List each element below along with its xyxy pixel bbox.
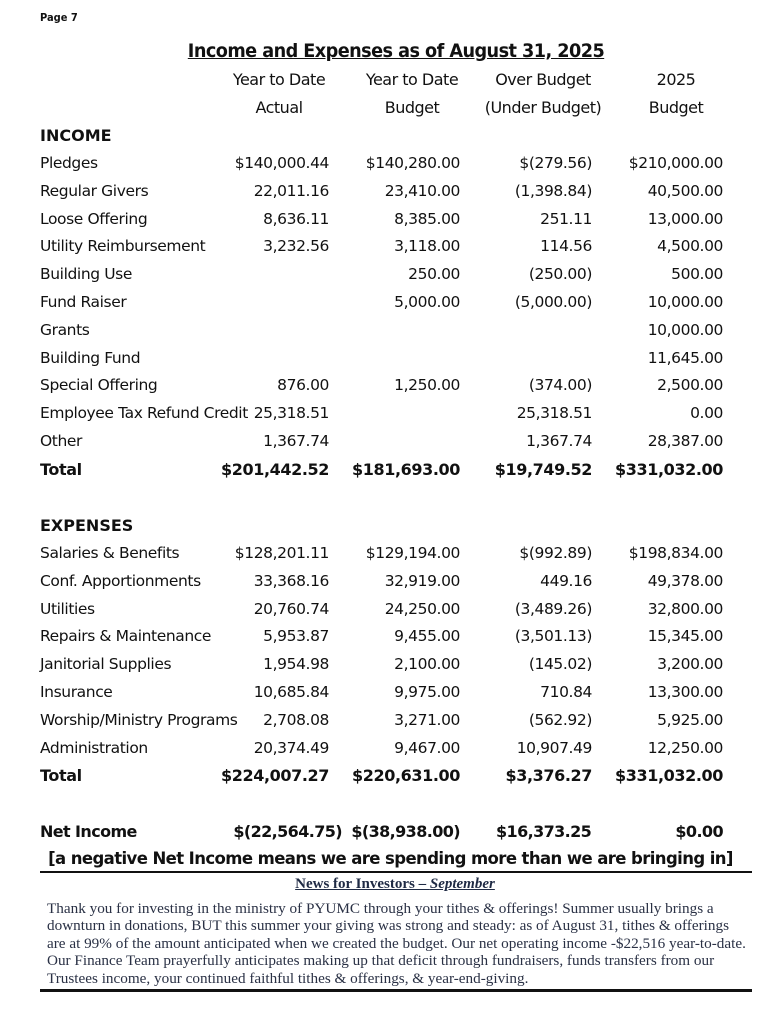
row-label: Grants [40,320,90,339]
col-header-2025-budget-line1: 2025 [656,70,696,89]
table-row [0,321,781,349]
ytd-budget: 32,919.00 [384,571,460,590]
ytd-actual: 22,011.16 [253,181,329,200]
row-label: Pledges [40,154,98,172]
ytd-actual: 2,708.08 [263,710,329,729]
over-under-budget: $19,749.52 [494,459,592,479]
over-under-budget: (3,489.26) [514,599,592,618]
table-row [0,265,781,293]
row-label: Building Use [40,265,132,284]
over-under-budget: 25,318.51 [516,404,592,423]
col-header-ytd-budget-line1: Year to Date [365,70,459,89]
budget-2025: 5,925.00 [657,710,723,729]
ytd-budget: 9,467.00 [394,738,460,757]
ytd-actual: $224,007.27 [221,766,329,786]
row-label: Worship/Ministry Programs [40,710,238,729]
divider [40,871,752,873]
row-label: Fund Raiser [40,293,127,311]
over-under-budget: $(992.89) [519,544,592,562]
report-title: Income and Expenses as of August 31, 2025 [187,40,605,62]
budget-2025: 11,645.00 [647,348,723,367]
over-under-budget: 10,907.49 [516,738,592,757]
ytd-actual: 8,636.11 [263,209,329,228]
col-header-ytd-budget-line2: Budget [384,98,440,117]
news-title [0,876,781,893]
ytd-actual: 1,367.74 [263,432,329,450]
over-under-budget: $(279.56) [519,154,592,172]
over-under-budget: $3,376.27 [505,766,592,786]
ytd-budget: 23,410.00 [384,181,460,200]
table-row [0,404,781,432]
ytd-budget: 8,385.00 [394,209,460,228]
table-row [0,655,781,683]
ytd-actual: 25,318.51 [253,404,329,423]
col-header-over-budget-line1: Over Budget [495,70,591,89]
col-header-over-budget-line2: (Under Budget) [484,98,602,117]
over-under-budget: (562.92) [528,710,592,729]
budget-2025: 4,500.00 [657,237,723,256]
budget-2025: 13,300.00 [647,683,723,701]
ytd-budget: 9,975.00 [394,683,460,701]
over-under-budget: (145.02) [528,655,592,674]
over-under-budget: 449.16 [540,571,592,590]
row-label: Insurance [40,683,113,701]
budget-2025: 3,200.00 [657,655,723,674]
ytd-budget: 1,250.00 [394,376,460,395]
table-row [0,683,781,711]
budget-2025: 2,500.00 [657,376,723,395]
row-label: Employee Tax Refund Credit [40,404,248,423]
over-under-budget: (250.00) [528,265,592,284]
ytd-actual: 5,953.87 [263,627,329,646]
ytd-actual: 33,368.16 [253,571,329,590]
expenses-total-row [0,766,781,794]
row-label: Repairs & Maintenance [40,627,212,646]
row-label: Salaries & Benefits [40,544,180,562]
ytd-actual: 876.00 [277,376,329,395]
ytd-budget: 3,118.00 [394,237,460,256]
over-under-budget: (1,398.84) [514,181,592,200]
budget-2025: 49,378.00 [647,571,723,590]
budget-2025: 13,000.00 [647,209,723,228]
table-row [0,600,781,628]
budget-2025: 10,000.00 [647,320,723,339]
net-income-row [0,822,781,846]
ytd-budget: 9,455.00 [394,627,460,646]
net-income-actual: $(22,564.75) [233,822,342,841]
ytd-budget: $140,280.00 [365,154,460,172]
ytd-actual: $201,442.52 [221,459,329,479]
table-row [0,572,781,600]
row-label: Other [40,432,83,450]
ytd-budget: $129,194.00 [365,544,460,562]
news-title-main: News for Investors – [295,876,430,892]
col-header-ytd-actual-line2: Actual [255,98,303,117]
row-label: Total [40,766,82,786]
row-label: Janitorial Supplies [40,655,172,674]
col-header-2025-budget-line2: Budget [648,98,704,117]
income-heading: INCOME [40,126,112,145]
row-label: Utilities [40,599,95,618]
table-row [0,210,781,238]
row-label: Conf. Apportionments [40,571,201,590]
ytd-actual: 20,760.74 [253,599,329,618]
ytd-actual: 10,685.84 [253,683,329,701]
ytd-actual: $140,000.44 [234,154,329,172]
budget-2025: 15,345.00 [647,627,723,646]
news-title-month: September [429,876,495,892]
over-under-budget: 1,367.74 [526,432,592,450]
budget-2025: 12,250.00 [647,738,723,757]
ytd-budget: 3,271.00 [394,710,460,729]
over-under-budget: 251.11 [540,209,592,228]
page-number: Page 7 [40,11,78,24]
row-label: Utility Reimbursement [40,237,206,256]
ytd-actual: 20,374.49 [253,738,329,757]
row-label: Special Offering [40,376,158,395]
net-income-note: [a negative Net Income means we are spending more than we are bringing in] [48,849,733,868]
over-under-budget: (5,000.00) [514,293,592,311]
table-row [0,154,781,182]
net-income-budget-2025: $0.00 [675,822,723,841]
table-row [0,432,781,460]
budget-2025: 40,500.00 [647,181,723,200]
over-under-budget: (374.00) [528,376,592,395]
ytd-budget: 5,000.00 [394,293,460,311]
ytd-budget: $220,631.00 [352,766,460,786]
news-body: Thank you for investing in the ministry of PYUMC through your tithes & offerings! Summer usually brings a downturn in donations, BUT this summer your giving was strong and steady: as of August 31, tithes & offerings are at 99% of the amount anticipated when we created the budget. Our net operating income -$22,516 year-to-date. Our Finance Team prayerfully anticipates making up that deficit through fundraisers, funds transfers from our Trustees income, your continued faithful tithes & offerings, & year-end-giving. [47,900,746,987]
table-row [0,293,781,321]
net-income-label: Net Income [40,822,137,841]
table-row [0,349,781,377]
budget-2025: $331,032.00 [615,459,723,479]
expenses-heading: EXPENSES [40,516,134,535]
budget-2025: 28,387.00 [647,432,723,450]
net-income-budget-ytd: $(38,938.00) [351,822,460,841]
ytd-budget: $181,693.00 [352,459,460,479]
row-label: Regular Givers [40,181,149,200]
budget-2025: 500.00 [671,265,723,284]
budget-2025: $210,000.00 [628,154,723,172]
col-header-ytd-actual-line1: Year to Date [232,70,326,89]
table-row [0,711,781,739]
row-label: Loose Offering [40,209,148,228]
table-row [0,627,781,655]
over-under-budget: 114.56 [540,237,592,256]
budget-2025: 0.00 [690,404,723,423]
ytd-actual: 3,232.56 [263,237,329,256]
income-total-row [0,460,781,488]
budget-2025: 32,800.00 [647,599,723,618]
net-income-over-under: $16,373.25 [496,822,592,841]
over-under-budget: (3,501.13) [514,627,592,646]
ytd-budget: 2,100.00 [394,655,460,674]
table-row [0,544,781,572]
row-label: Administration [40,738,148,757]
table-row [0,237,781,265]
ytd-budget: 24,250.00 [384,599,460,618]
divider-bottom [40,989,752,992]
table-row [0,376,781,404]
row-label: Building Fund [40,348,141,367]
table-row [0,182,781,210]
budget-2025: $331,032.00 [615,766,723,786]
budget-2025: $198,834.00 [628,544,723,562]
budget-2025: 10,000.00 [647,293,723,311]
ytd-budget: 250.00 [408,265,460,284]
ytd-actual: $128,201.11 [234,544,329,562]
table-row [0,739,781,767]
over-under-budget: 710.84 [540,683,592,701]
row-label: Total [40,459,82,479]
ytd-actual: 1,954.98 [263,655,329,674]
